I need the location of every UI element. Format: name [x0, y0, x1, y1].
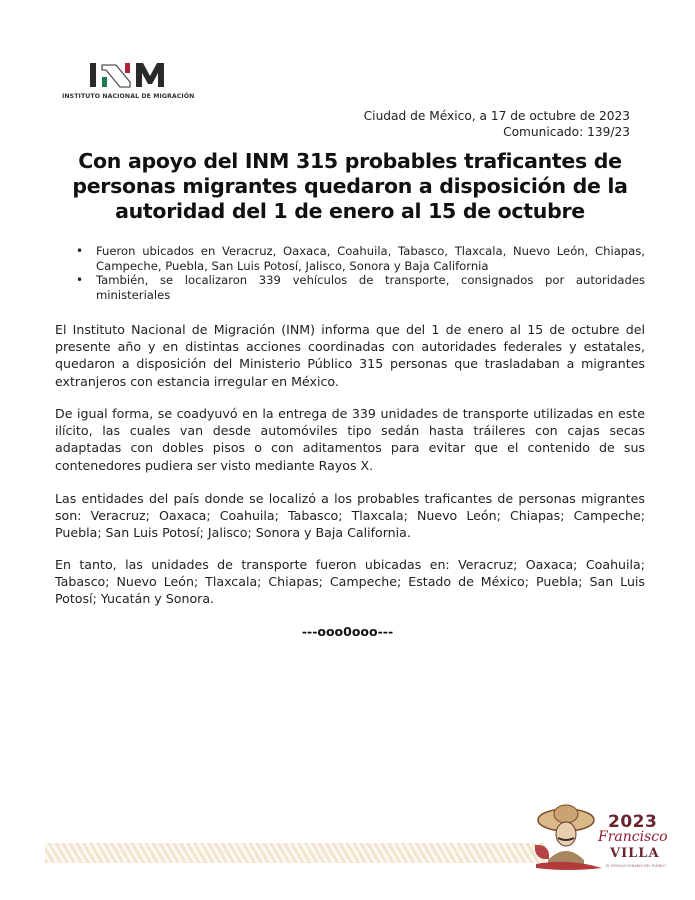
villa-portrait-icon — [528, 802, 603, 872]
inm-logo-mark-icon — [90, 60, 210, 90]
press-release-title: Con apoyo del INM 315 probables traficantes de personas migrantes quedaron a disposición de la autoridad del 1 de enero al 15 de octubre — [72, 149, 628, 223]
inm-logo — [62, 58, 212, 103]
communique-number: Comunicado: 139/23 — [503, 125, 630, 139]
bullet-item: • También, se localizaron 339 vehículos de transporte, consignados por autoridades ministeriales — [76, 273, 645, 302]
body-paragraph: De igual forma, se coadyuvó en la entrega de 339 unidades de transporte utilizadas en este ilícito, las cuales van desde automóviles tipo sedán hasta tráileres con cajas secas adaptadas con dobles pisos o con aditamentos para evitar que el contenido de sus contenedores pudiera ser visto mediante Rayos X. — [55, 406, 645, 473]
villa-year: 2023 — [608, 812, 658, 832]
summary-bullets — [76, 244, 645, 302]
decorative-footer-band — [45, 843, 545, 863]
closing-mark: ---ooo0ooo--- — [301, 624, 394, 639]
villa-last-name: VILLA — [610, 846, 660, 861]
villa-first-name: Francisco — [598, 829, 668, 845]
body-paragraph: El Instituto Nacional de Migración (INM) informa que del 1 de enero al 15 de octubre del presente año y en distintas acciones coordinadas con autoridades federales y estatales, quedaron a disposición del Ministerio Público 315 personas que trasladaban a migrantes extranjeros con estancia irregular en México. — [55, 322, 645, 389]
bullet-item: • Fueron ubicados en Veracruz, Oaxaca, Coahuila, Tabasco, Tlaxcala, Nuevo León, Chiapas, Campeche, Puebla, San Luis Potosí, Jalisco, Sonora y Baja California — [76, 244, 645, 273]
body-paragraph: Las entidades del país donde se localizó a los probables traficantes de personas migrantes son: Veracruz; Oaxaca; Coahuila; Tabasco; Tlaxcala; Nuevo León; Chiapas; Campeche; Puebla; San Luis Potosí; Jalisco; Sonora y Baja California. — [55, 491, 645, 541]
dateline-block — [364, 108, 630, 140]
francisco-villa-emblem — [528, 802, 678, 872]
body-paragraph: En tanto, las unidades de transporte fueron ubicadas en: Veracruz; Oaxaca; Coahuila; Tabasco; Nuevo León; Tlaxcala; Chiapas; Campeche; Estado de México; Puebla; San Luis Potosí; Yucatán y Sonora. — [55, 557, 645, 607]
villa-tagline: EL REVOLUCIONARIO DEL PUEBLO — [606, 864, 666, 868]
institution-name: INSTITUTO NACIONAL DE MIGRACIÓN — [62, 93, 195, 100]
place-date: Ciudad de México, a 17 de octubre de 2023 — [363, 109, 630, 123]
